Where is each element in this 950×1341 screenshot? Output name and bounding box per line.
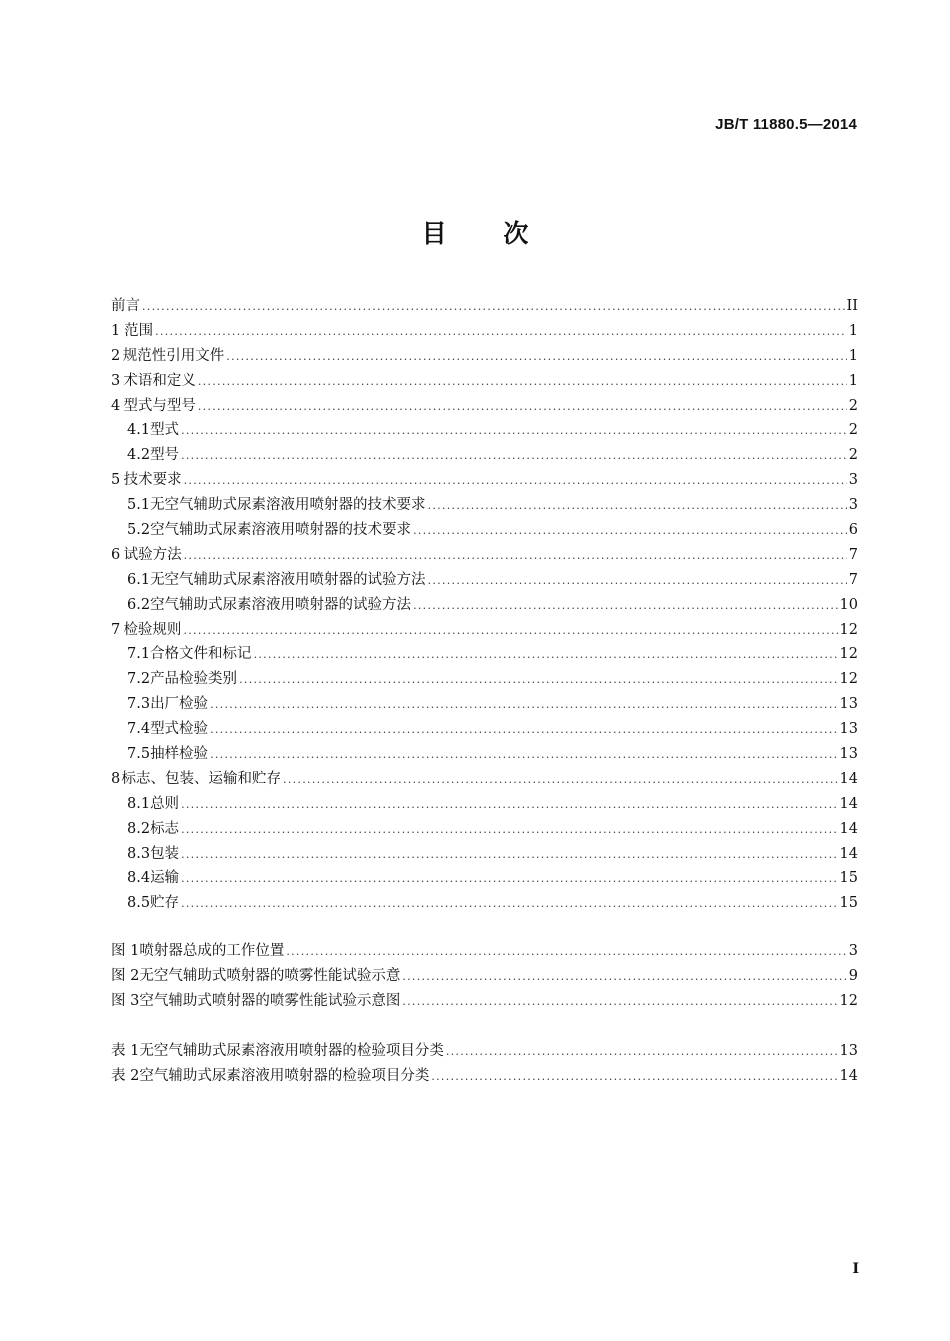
toc-entry-number: 4 bbox=[111, 397, 121, 414]
toc-entry-number: 7 bbox=[111, 621, 121, 638]
toc-entry-number: 5.2 bbox=[127, 522, 151, 539]
toc-entry-page: 1 bbox=[848, 347, 858, 364]
toc-entry[interactable] bbox=[111, 394, 858, 419]
toc-entry-label: 抽样检验 bbox=[150, 746, 209, 763]
toc-entry-number: 8.1 bbox=[127, 795, 151, 812]
dot-leader bbox=[413, 519, 847, 544]
toc-entry-page: 3 bbox=[848, 472, 858, 489]
toc-entry-label: 运输 bbox=[150, 870, 180, 887]
toc-entry-label: 型号 bbox=[150, 447, 180, 464]
toc-entry-page: 10 bbox=[839, 596, 858, 613]
dot-leader bbox=[181, 419, 847, 444]
toc-entry-number: 7.4 bbox=[127, 721, 151, 738]
toc-entry[interactable] bbox=[111, 1064, 858, 1089]
toc-entry-label: 出厂检验 bbox=[150, 696, 209, 713]
toc-entry-number: 7.3 bbox=[127, 696, 151, 713]
toc-entry-label: 合格文件和标记 bbox=[150, 646, 252, 663]
dot-leader bbox=[446, 1040, 838, 1065]
table-of-contents bbox=[111, 294, 858, 1089]
toc-entry[interactable] bbox=[111, 842, 858, 867]
dot-leader bbox=[184, 469, 847, 494]
toc-entry-number: 1 bbox=[111, 322, 121, 339]
toc-entry-number: 8.4 bbox=[127, 870, 151, 887]
toc-entry-number: 3 bbox=[111, 372, 121, 389]
toc-entry-page: 2 bbox=[848, 397, 858, 414]
toc-entry[interactable] bbox=[111, 767, 858, 792]
toc-entry-label: 空气辅助式尿素溶液用喷射器的技术要求 bbox=[150, 522, 412, 539]
toc-entry[interactable] bbox=[111, 593, 858, 618]
toc-entry-page: 6 bbox=[848, 522, 858, 539]
toc-entry[interactable] bbox=[111, 369, 858, 394]
toc-entry-number: 4.2 bbox=[127, 447, 151, 464]
toc-entry[interactable] bbox=[111, 443, 858, 468]
toc-entry-label: 型式与型号 bbox=[123, 397, 196, 414]
toc-entry-label: 产品检验类别 bbox=[150, 671, 238, 688]
dot-leader bbox=[155, 320, 847, 345]
toc-entry[interactable] bbox=[111, 939, 858, 964]
toc-entry-page: II bbox=[846, 298, 858, 314]
dot-leader bbox=[402, 965, 846, 990]
toc-entry-label: 空气辅助式喷射器的喷雾性能试验示意图 bbox=[139, 993, 401, 1010]
toc-entry-page: 3 bbox=[848, 497, 858, 514]
dot-leader bbox=[198, 395, 847, 420]
toc-entry-page: 15 bbox=[839, 870, 858, 887]
toc-entry-label: 标志 bbox=[150, 820, 180, 837]
toc-entry-page: 13 bbox=[839, 746, 858, 763]
dot-leader bbox=[254, 643, 838, 668]
toc-entry-label: 检验规则 bbox=[123, 621, 182, 638]
toc-entry-number: 7.5 bbox=[127, 746, 151, 763]
toc-entry-page: 13 bbox=[839, 721, 858, 738]
dot-leader bbox=[183, 619, 837, 644]
toc-entry-number: 图 3 bbox=[111, 993, 140, 1010]
dot-leader bbox=[428, 494, 847, 519]
toc-sections bbox=[111, 294, 858, 916]
toc-entry-number: 6 bbox=[111, 546, 121, 563]
dot-leader bbox=[428, 569, 847, 594]
toc-entry[interactable] bbox=[111, 964, 858, 989]
toc-entry-page: 14 bbox=[839, 1067, 858, 1084]
toc-entry-number: 表 2 bbox=[111, 1067, 140, 1084]
dot-leader bbox=[181, 843, 837, 868]
dot-leader bbox=[286, 940, 846, 965]
toc-entry-page: 7 bbox=[848, 546, 858, 563]
dot-leader bbox=[210, 743, 837, 768]
dot-leader bbox=[181, 793, 837, 818]
toc-entry-number: 2 bbox=[111, 347, 121, 364]
toc-entry[interactable] bbox=[111, 692, 858, 717]
toc-entry-number: 8.5 bbox=[127, 895, 151, 912]
toc-tables bbox=[111, 1039, 858, 1089]
toc-entry[interactable] bbox=[111, 518, 858, 543]
toc-entry-page: 1 bbox=[848, 372, 858, 389]
toc-entry-label: 范围 bbox=[124, 322, 154, 339]
toc-entry-number: 图 1 bbox=[111, 943, 140, 960]
toc-entry-page: 13 bbox=[839, 1042, 858, 1059]
toc-entry-page: 12 bbox=[839, 671, 858, 688]
toc-entry-label: 贮存 bbox=[150, 895, 180, 912]
toc-entry-number: 5 bbox=[111, 472, 121, 489]
dot-leader bbox=[142, 295, 845, 320]
toc-entry-number: 6.2 bbox=[127, 596, 151, 613]
toc-entry-label: 试验方法 bbox=[123, 546, 182, 563]
page-title: 目 次 bbox=[421, 219, 529, 248]
toc-entry-page: 15 bbox=[839, 895, 858, 912]
toc-entry-number: 8.2 bbox=[127, 820, 151, 837]
dot-leader bbox=[181, 818, 837, 843]
toc-entry-label: 空气辅助式尿素溶液用喷射器的试验方法 bbox=[150, 596, 412, 613]
toc-entry-number: 6.1 bbox=[127, 571, 151, 588]
toc-entry-number: 7.2 bbox=[127, 671, 151, 688]
standard-code: JB/T 11880.5—2014 bbox=[715, 116, 857, 133]
toc-entry-number: 7.1 bbox=[127, 646, 151, 663]
toc-entry[interactable] bbox=[111, 618, 858, 643]
toc-entry-page: 2 bbox=[848, 447, 858, 464]
toc-entry[interactable] bbox=[111, 717, 858, 742]
toc-entry[interactable] bbox=[111, 667, 858, 692]
toc-entry-label: 无空气辅助式尿素溶液用喷射器的试验方法 bbox=[150, 571, 426, 588]
dot-leader bbox=[181, 444, 847, 469]
toc-entry[interactable] bbox=[111, 294, 858, 319]
toc-entry[interactable] bbox=[111, 344, 858, 369]
toc-entry-page: 9 bbox=[848, 968, 858, 985]
toc-entry-page: 2 bbox=[848, 422, 858, 439]
toc-entry-page: 12 bbox=[839, 646, 858, 663]
toc-entry-number: 图 2 bbox=[111, 968, 140, 985]
toc-figures bbox=[111, 939, 858, 1014]
toc-entry-page: 7 bbox=[848, 571, 858, 588]
toc-entry-label: 包装 bbox=[150, 845, 180, 862]
toc-entry[interactable] bbox=[111, 493, 858, 518]
toc-entry-page: 3 bbox=[848, 943, 858, 960]
toc-entry[interactable] bbox=[111, 866, 858, 891]
dot-leader bbox=[198, 370, 847, 395]
toc-entry-page: 14 bbox=[839, 820, 858, 837]
dot-leader bbox=[239, 668, 837, 693]
toc-entry-label: 技术要求 bbox=[123, 472, 182, 489]
dot-leader bbox=[226, 345, 846, 370]
toc-entry[interactable] bbox=[111, 642, 858, 667]
toc-entry-label: 总则 bbox=[150, 795, 180, 812]
dot-leader bbox=[431, 1065, 837, 1090]
toc-entry[interactable] bbox=[111, 989, 858, 1014]
dot-leader bbox=[181, 867, 837, 892]
toc-entry-number: 表 1 bbox=[111, 1042, 140, 1059]
toc-entry-label: 型式 bbox=[150, 422, 180, 439]
toc-entry-label: 无空气辅助式尿素溶液用喷射器的技术要求 bbox=[150, 497, 426, 514]
toc-entry-label: 标志、包装、运输和贮存 bbox=[121, 770, 282, 787]
toc-entry[interactable] bbox=[111, 817, 858, 842]
toc-entry-page: 12 bbox=[839, 621, 858, 638]
toc-entry-label: 术语和定义 bbox=[123, 372, 196, 389]
toc-entry-number: 8 bbox=[111, 770, 121, 787]
dot-leader bbox=[184, 544, 847, 569]
toc-entry[interactable] bbox=[111, 742, 858, 767]
dot-leader bbox=[283, 768, 838, 793]
toc-entry-page: 12 bbox=[839, 993, 858, 1010]
toc-entry-label: 空气辅助式尿素溶液用喷射器的检验项目分类 bbox=[139, 1067, 430, 1084]
toc-entry[interactable] bbox=[111, 418, 858, 443]
toc-entry-label: 型式检验 bbox=[150, 721, 209, 738]
toc-entry-number: 4.1 bbox=[127, 422, 151, 439]
toc-entry[interactable] bbox=[111, 468, 858, 493]
toc-entry[interactable] bbox=[111, 1039, 858, 1064]
toc-entry-page: 14 bbox=[839, 845, 858, 862]
dot-leader bbox=[413, 594, 837, 619]
toc-entry[interactable] bbox=[111, 543, 858, 568]
toc-entry[interactable] bbox=[111, 568, 858, 593]
toc-entry-label: 喷射器总成的工作位置 bbox=[139, 943, 285, 960]
toc-entry-label: 规范性引用文件 bbox=[122, 347, 225, 364]
toc-entry[interactable] bbox=[111, 319, 858, 344]
toc-entry-page: 14 bbox=[839, 770, 858, 787]
toc-entry-number: 8.3 bbox=[127, 845, 151, 862]
toc-entry-page: 1 bbox=[848, 322, 858, 339]
toc-entry-label: 无空气辅助式尿素溶液用喷射器的检验项目分类 bbox=[139, 1042, 444, 1059]
toc-entry-label: 前言 bbox=[111, 298, 140, 314]
toc-entry[interactable] bbox=[111, 891, 858, 916]
dot-leader bbox=[181, 892, 837, 917]
dot-leader bbox=[402, 990, 837, 1015]
toc-entry-number: 5.1 bbox=[127, 497, 151, 514]
toc-entry-label: 无空气辅助式喷射器的喷雾性能试验示意 bbox=[139, 968, 401, 985]
dot-leader bbox=[210, 693, 837, 718]
toc-entry[interactable] bbox=[111, 792, 858, 817]
toc-entry-page: 14 bbox=[839, 795, 858, 812]
toc-entry-page: 13 bbox=[839, 696, 858, 713]
dot-leader bbox=[210, 718, 837, 743]
page-number: I bbox=[852, 1261, 859, 1277]
